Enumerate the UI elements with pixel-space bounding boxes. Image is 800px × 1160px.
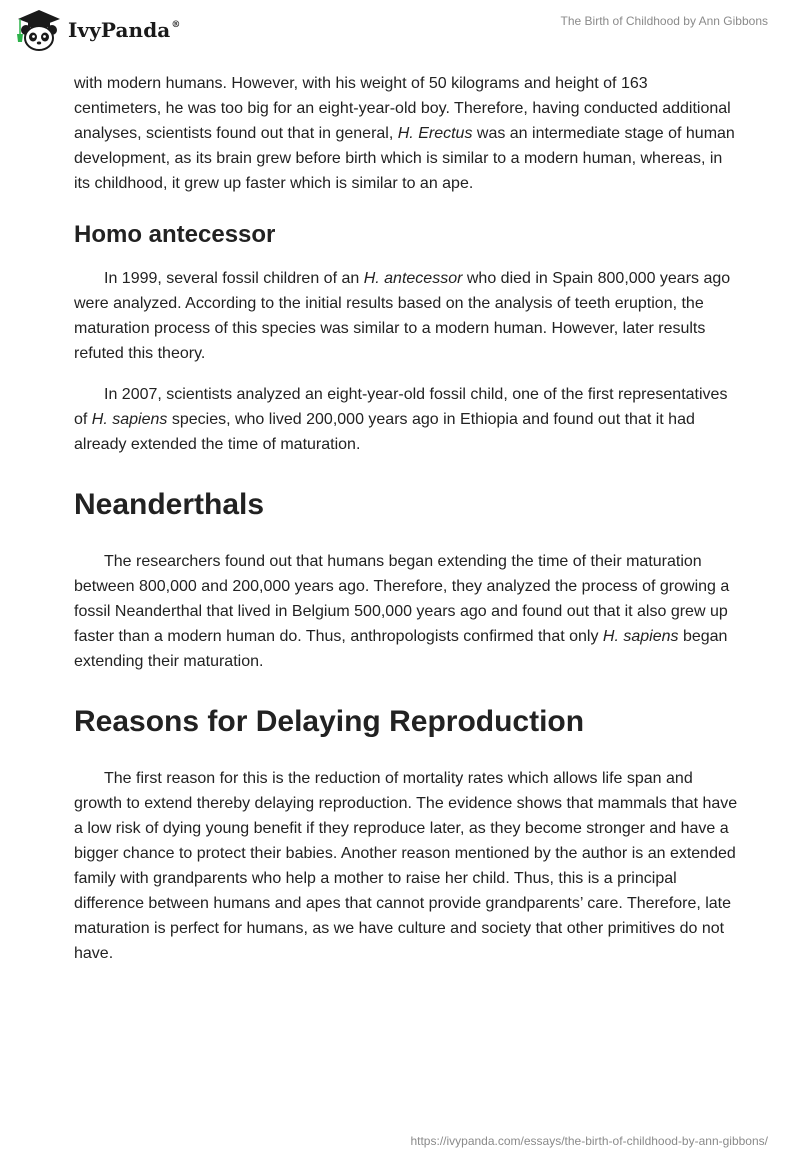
page-title: The Birth of Childhood by Ann Gibbons [560,14,768,28]
page-header [0,0,800,60]
heading-homo-antecessor: Homo antecessor [74,221,276,248]
ivypanda-logo[interactable] [14,8,180,52]
paragraph: The first reason for this is the reduction of mortality rates which allows life span and growth to extend thereby delaying reproduction. The evidence shows that mammals that have a low risk of dying young benefit if they reproduce later, as they become stronger and have a bigger chance to protect their babies. Another reason mentioned by the author is an extended family with grandparents who help a mother to raise her child. Thus, this is a principal difference between humans and apes that cannot provide grandparents’ care. Therefore, late maturation is perfect for humans, as we have culture and society that other primitives do not have. [74,770,738,962]
brand-name: IvyPanda® [68,18,181,42]
source-url-link[interactable]: https://ivypanda.com/essays/the-birth-of-childhood-by-ann-gibbons/ [410,1134,768,1148]
panda-graduate-icon [14,8,64,52]
paragraph: In 1999, several fossil children of an H. antecessor who died in Spain 800,000 years ago were analyzed. According to the initial results based on the analysis of teeth eruption, the maturation process of this species was similar to a modern human. However, later results refuted this theory. [74,270,731,362]
paragraph: In 2007, scientists analyzed an eight-year-old fossil child, one of the first representatives of H. sapiens species, who lived 200,000 years ago in Ethiopia and found out that it had already extended the time of maturation. [74,386,728,453]
registered-mark: ® [171,20,181,30]
heading-reasons-for-delaying-reproduction: Reasons for Delaying Reproduction [74,705,585,738]
intro-paragraph: with modern humans. However, with his weight of 50 kilograms and height of 163 centimeters, he was too big for an eight-year-old boy. Therefore, having conducted additional analyses, scientists found out that in general, H. Erectus was an intermediate stage of human development, as its brain grew before birth which is similar to a modern human, whereas, in its childhood, it grew up faster which is similar to an ape. [74,75,735,192]
essay-content [74,71,738,982]
paragraph: The researchers found out that humans began extending the time of their maturation between 800,000 and 200,000 years ago. Therefore, they analyzed the process of growing a fossil Neanderthal that lived in Belgium 500,000 years ago and found out that it also grew up faster than a modern human do. Thus, anthropologists confirmed that only H. sapiens began extending their maturation. [74,553,730,670]
heading-neanderthals: Neanderthals [74,488,265,521]
